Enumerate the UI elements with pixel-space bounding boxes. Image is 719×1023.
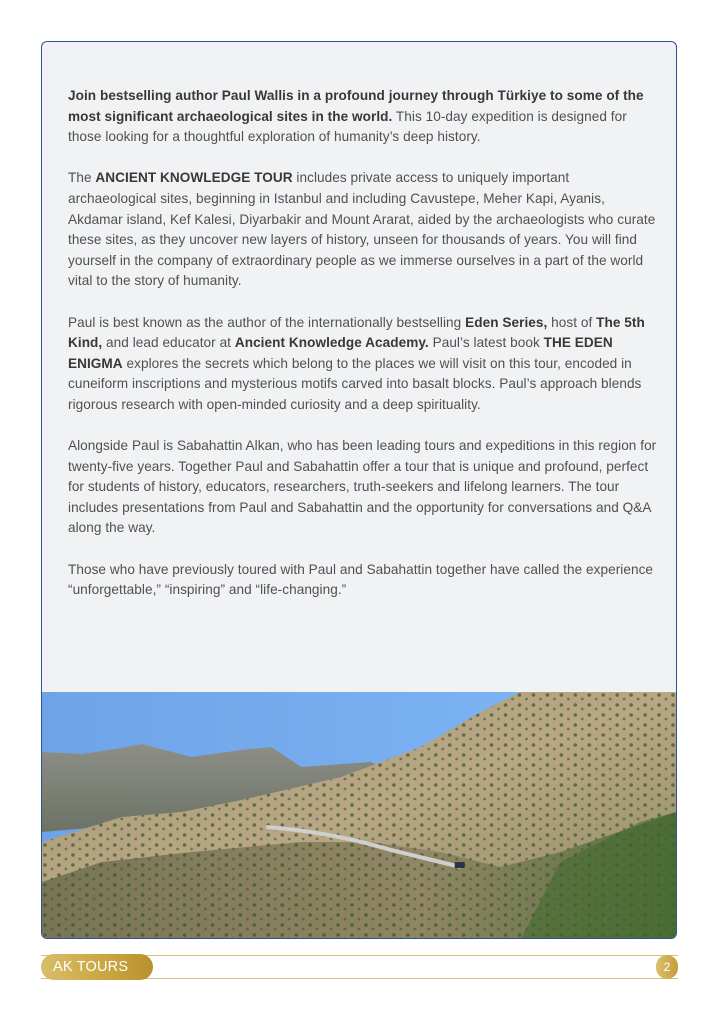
author-t3: and lead educator at: [102, 335, 235, 351]
landscape-photo: [42, 692, 676, 939]
eden-series: Eden Series,: [465, 314, 548, 330]
author-t1: Paul is best known as the author of the internationally bestselling: [68, 314, 466, 330]
author-t5: explores the secrets which belong to the places we will visit on this tour, encoded in cuneiform inscriptions and mysterious motifs carved into basalt blocks. Paul’s approach blends rigorous research with open-minded curiosity and a deep spirituality.: [68, 355, 642, 412]
book-title: THE EDEN ENIGMA: [68, 335, 613, 371]
guide-paragraph: Alongside Paul is Sabahattin Alkan, who has been leading tours and expeditions in this region for twenty-five years. Together Paul and Sabahattin offer a tour that is unique and profound, perfect for students of history, educators, researchers, truth-seekers and lifelong learners. The tour includes presentations from Paul and Sabahattin and the opportunity for conversations and Q&A along the way.: [68, 438, 657, 536]
academy-name: Ancient Knowledge Academy.: [234, 335, 429, 351]
intro-text: This 10-day expedition is designed for those looking for a thoughtful exploration of humanity’s deep history.: [68, 108, 627, 145]
intro-paragraph: [68, 86, 658, 148]
mountain-landscape-image: [42, 692, 676, 939]
author-t4: Paul’s latest book: [428, 335, 544, 351]
fifth-kind: The 5th Kind,: [68, 314, 645, 351]
intro-bold: Join bestselling author Paul Wallis in a profound journey through Türkiye to some of the most significant archaeological sites in the world.: [68, 88, 644, 124]
author-t2: host of: [547, 314, 597, 330]
tour-text: includes private access to uniquely important archaeological sites, beginning in Istanbul and including Cavustepe, Meher Kapi, Ayanis, Akdamar island, Kef Kalesi, Diyarbakir and Mount Ararat, aided by the archaeologists who curate these sites, as they uncover new layers of history, unseen for thousands of years. You will find yourself in the company of extraordinary people as we immerse ourselves in a part of the world vital to the story of humanity.: [68, 170, 656, 289]
author-paragraph: [68, 313, 658, 416]
tour-pre: The: [68, 170, 96, 186]
page-number: 2: [656, 955, 678, 979]
brand-label: AK TOURS: [41, 954, 153, 980]
testimonial-paragraph: Those who have previously toured with Paul and Sabahattin together have called the experience “unforgettable,” “inspiring” and “life-changing.”: [68, 561, 654, 598]
tour-name: ANCIENT KNOWLEDGE TOUR: [95, 170, 293, 186]
body-text: [68, 86, 658, 621]
tour-paragraph: [68, 168, 658, 292]
content-card: [41, 41, 677, 939]
